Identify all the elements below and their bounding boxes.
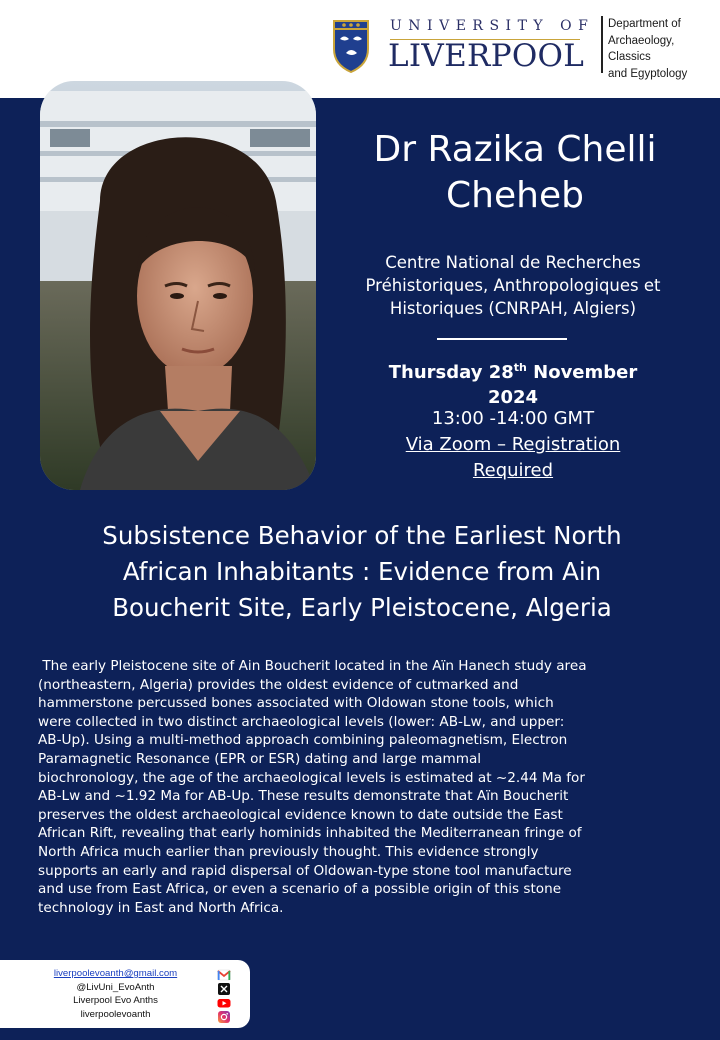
registration-line[interactable]: Via Zoom – Registration xyxy=(405,434,621,455)
abstract-line: technology in East and North Africa. xyxy=(38,899,284,916)
x-icon[interactable] xyxy=(217,983,231,995)
abstract-line: North Africa much earlier than previously thought. This evidence strongly xyxy=(38,843,539,860)
contact-instagram[interactable]: liverpoolevoanth xyxy=(80,1008,151,1020)
abstract-line: and use from East Africa, or even a scenario of a possible origin of this stone xyxy=(38,881,562,898)
speaker-name xyxy=(330,127,700,219)
instagram-icon[interactable] xyxy=(217,1011,231,1023)
talk-title-line: Subsistence Behavior of the Earliest North xyxy=(102,521,622,550)
contact-email[interactable]: liverpoolevoanth@gmail.com xyxy=(53,968,178,979)
contact-youtube[interactable]: Liverpool Evo Anths xyxy=(73,995,158,1006)
date-month: November xyxy=(526,362,638,383)
gmail-icon[interactable] xyxy=(217,969,231,981)
crest-logo xyxy=(332,19,370,73)
abstract-line: supports an early and rapid dispersal of Oldowan-type stone tool manufacture xyxy=(38,862,572,879)
social-icons xyxy=(217,969,233,1025)
registration-line[interactable]: Required xyxy=(472,460,554,481)
institution-line: Historiques (CNRPAH, Algiers) xyxy=(389,299,637,318)
talk-title-line: Boucherit Site, Early Pleistocene, Algeria xyxy=(112,593,612,622)
speaker-name-line: Cheheb xyxy=(446,175,584,216)
event-date xyxy=(340,355,686,410)
event-date-line xyxy=(340,355,686,385)
department-name xyxy=(608,16,720,83)
section-divider xyxy=(437,338,567,340)
speaker-name-line: Dr Razika Chelli xyxy=(373,129,657,170)
department-divider xyxy=(601,16,603,73)
speaker-photo-image xyxy=(40,81,316,490)
abstract-line: AB-Lw and ~1.92 Ma for AB-Up. These results demonstrate that Aïn Boucherit xyxy=(38,788,569,805)
abstract-line: The early Pleistocene site of Ain Boucherit located in the Aïn Hanech study area xyxy=(38,658,587,674)
abstract-line: Paramagnetic Resonance (EPR or ESR) dating and large mammal xyxy=(38,750,482,767)
abstract-line: hammerstone percussed bones associated with Oldowan stone tools, which xyxy=(38,695,554,712)
contact-box xyxy=(0,960,250,1028)
department-line: and Egyptology xyxy=(608,68,688,81)
speaker-photo xyxy=(40,81,316,490)
institution-line: Centre National de Recherches xyxy=(385,253,641,272)
abstract-line: biochronology, the age of the archaeological levels is estimated at ~2.44 Ma for xyxy=(38,769,585,786)
abstract-line: (northeastern, Algeria) provides the oldest evidence of cutmarked and xyxy=(38,676,519,693)
event-date-year: 2024 xyxy=(487,387,539,408)
youtube-icon[interactable] xyxy=(217,997,231,1009)
liverpool-wordmark: LIVERPOOL xyxy=(388,38,585,74)
talk-title-line: African Inhabitants : Evidence from Ain xyxy=(122,557,602,586)
event-time: 13:00 -14:00 GMT xyxy=(431,408,595,429)
department-line: Department of xyxy=(608,18,681,30)
contact-twitter[interactable]: @LivUni_EvoAnth xyxy=(76,981,155,993)
date-weekday-day: Thursday 28 xyxy=(388,362,514,383)
speaker-institution xyxy=(334,251,692,320)
university-of-text: UNIVERSITY OF xyxy=(390,18,595,34)
talk-title xyxy=(30,518,694,626)
abstract-line: AB-Up). Using a multi-method approach combining paleomagnetism, Electron xyxy=(38,732,568,749)
zoom-registration-link[interactable] xyxy=(360,432,666,484)
abstract-line: African Rift, revealing that early hominids inhabited the Mediterranean fringe of xyxy=(38,825,582,842)
abstract-line: preserves the oldest archaeological evidence known to date outside the East xyxy=(38,806,563,823)
talk-abstract xyxy=(38,657,684,917)
institution-line: Préhistoriques, Anthropologiques et xyxy=(365,276,661,295)
contact-details xyxy=(28,967,203,1021)
department-line: Archaeology, Classics xyxy=(608,34,675,64)
abstract-line: were collected in two distinct archaeological levels (lower: AB-Lw, and upper: xyxy=(38,713,565,730)
date-ordinal-suffix: th xyxy=(513,361,527,374)
